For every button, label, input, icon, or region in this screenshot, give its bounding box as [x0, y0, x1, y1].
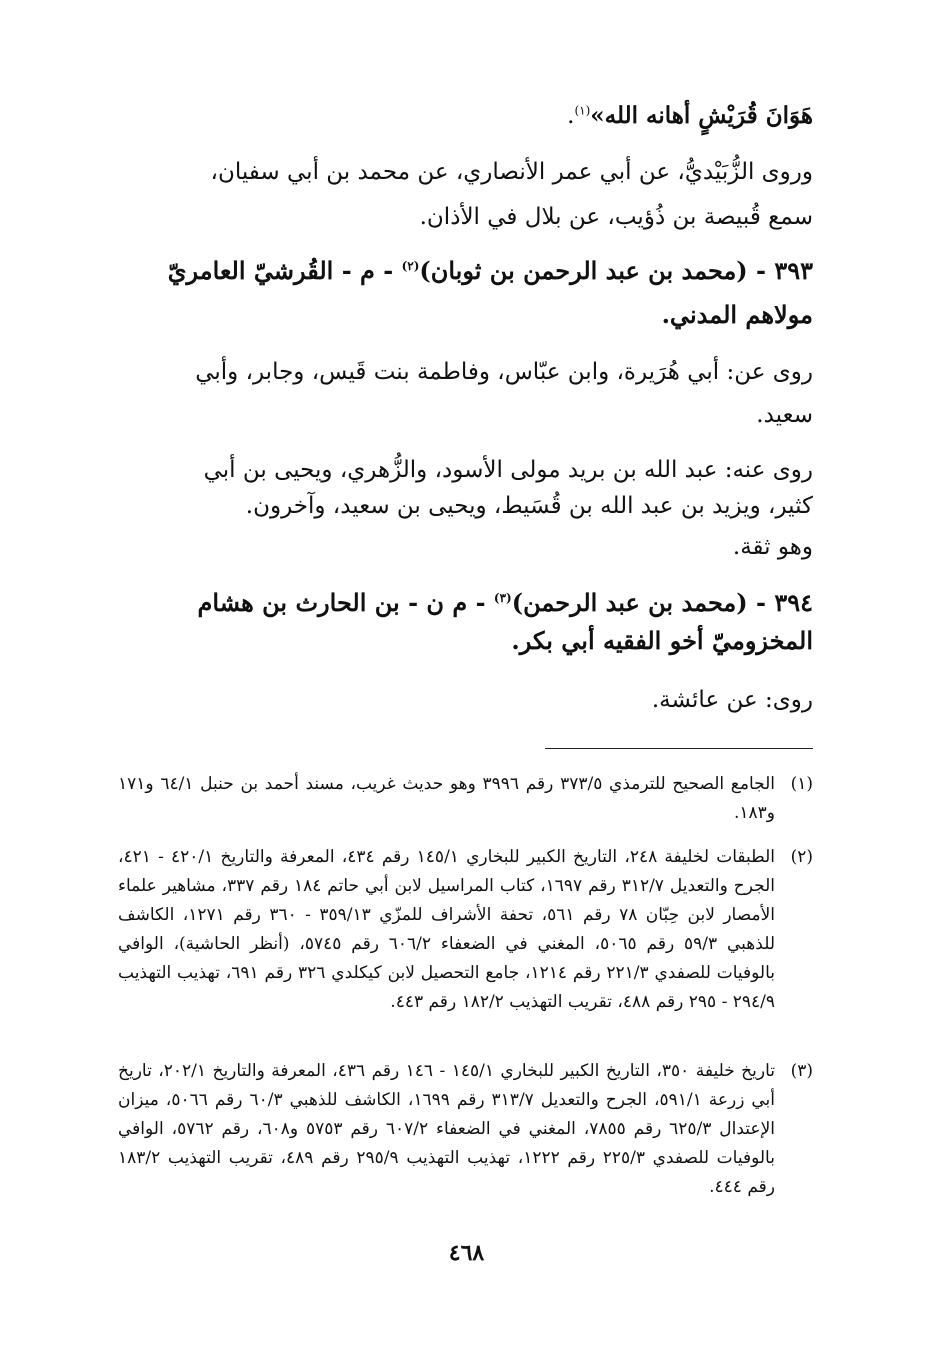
- footnote-ref-2: (٢): [401, 259, 420, 273]
- entry-393-narrated-from-1: روى عن: أبي هُرَيرة، وابن عبّاس، وفاطمة بنت قَيس، وجابر، وأبي: [195, 359, 813, 385]
- footnote-1: [118, 770, 813, 828]
- footnote-3: [118, 1057, 813, 1202]
- entry-393-narrated-by-2: كثير، ويزيد بن عبد الله بن قُسَيط، ويحيى بن سعيد، وآخرون.: [245, 493, 813, 519]
- footnote-number: (١): [790, 774, 813, 794]
- footnote-ref-3: (٣): [493, 591, 512, 605]
- footnote-ref-1: (١): [574, 103, 591, 118]
- entry-394-line-2: المخزوميّ أخو الفقيه أبي بكر.: [511, 626, 813, 655]
- main-text-line-3: سمع قُبيصة بن ذُؤيب، عن بلال في الأذان.: [419, 204, 813, 230]
- footnote-number: (٣): [790, 1061, 813, 1081]
- entry-393-grade: وهو ثقة.: [732, 534, 813, 560]
- main-text-line-2: وروى الزُّبَيْديُّ، عن أبي عمر الأنصاري، عن محمد بن أبي سفيان،: [210, 159, 813, 185]
- entry-393-heading: [168, 256, 813, 286]
- entry-394-heading: [198, 588, 813, 618]
- entry-393-narrated-from-2: سعيد.: [756, 402, 813, 428]
- footnote-number: (٢): [790, 847, 813, 867]
- entry-393-narrated-by-1: روى عنه: عبد الله بن بريد مولى الأسود، والزُّهري، ويحيى بن أبي: [203, 457, 813, 483]
- entry-394-nisba: - م ن - بن الحارث بن هشام: [197, 588, 494, 617]
- entry-393-name: ٣٩٣ - (محمد بن عبد الرحمن بن ثوبان): [419, 256, 813, 285]
- entry-393-nisba: - م - القُرشيّ العامريّ: [167, 256, 402, 285]
- hadith-quote: هَوَانَ قُرَيْشٍ أهانه الله»: [590, 102, 813, 129]
- footnote-text: الجامع الصحيح للترمذي ٣٧٣/٥ رقم ٣٩٩٦ وهو حديث غريب، مسند أحمد بن حنبل ٦٤/١ و١٧١ و١٨٣.: [118, 774, 775, 823]
- entry-393-line-2: مولاهم المدني.: [661, 300, 813, 329]
- footnote-divider: [545, 748, 813, 749]
- footnote-text: تاريخ خليفة ٣٥٠، التاريخ الكبير للبخاري ١٤٥/١ - ١٤٦ رقم ٤٣٦، المعرفة والتاريخ ٢٠٢/١، تاريخ أبي زرعة ٥٩١/١، الجرح والتعديل ٣١٣/٧ رقم ١٦٩٩، الكاشف للذهبي ٦٠/٣ رقم ٥٠٦٦، ميزان الإعتدال ٦٢٥/٣ رقم ٧٨٥٥، المغني في الضعفاء ٦٠٧/٢ رقم ٥٧٥٣ و٦٠٨، رقم ٥٧٦٢، الوافي بالوفيات للصفدي ٢٢٥/٣ رقم ١٢٢٢، تهذيب التهذيب ٢٩٥/٩ رقم ٤٨٩، تقريب التهذيب ١٨٣/٢ رقم ٤٤٤.: [118, 1061, 776, 1197]
- main-text-line-1: هَوَانَ قُرَيْشٍ أهانه الله»$^{(١)}$.: [567, 102, 813, 129]
- entry-394-name: ٣٩٤ - (محمد بن عبد الرحمن): [511, 588, 813, 617]
- footnote-2: [118, 843, 813, 1017]
- entry-394-narrated-from: روى: عن عائشة.: [651, 687, 813, 713]
- page-number: ٤٦٨: [448, 1240, 485, 1266]
- footnote-text: الطبقات لخليفة ٢٤٨، التاريخ الكبير للبخاري ١٤٥/١ رقم ٤٣٤، المعرفة والتاريخ ٤٢٠/١ - ٤٢١، الجرح والتعديل ٣١٢/٧ رقم ١٦٩٧، كتاب المراسيل لابن أبي حاتم ١٨٤ رقم ٣٣٧، مشاهير علماء الأمصار لابن حِبّان ٧٨ رقم ٥٦١، تحفة الأشراف للمزّي ٣٥٩/١٣ - ٣٦٠ رقم ١٢٧١، الكاشف للذهبي ٥٩/٣ رقم ٥٠٦٥، المغني في الضعفاء ٦٠٦/٢ رقم ٥٧٤٥، (أنظر الحاشية)، الوافي بالوفيات للصفدي ٢٢١/٣ رقم ١٢١٤، جامع التحصيل لابن كيكلدي ٣٢٦ رقم ٦٩١، تهذيب التهذيب ٢٩٤/٩ - ٢٩٥ رقم ٤٨٨، تقريب التهذيب ١٨٢/٢ رقم ٤٤٣.: [118, 847, 776, 1012]
